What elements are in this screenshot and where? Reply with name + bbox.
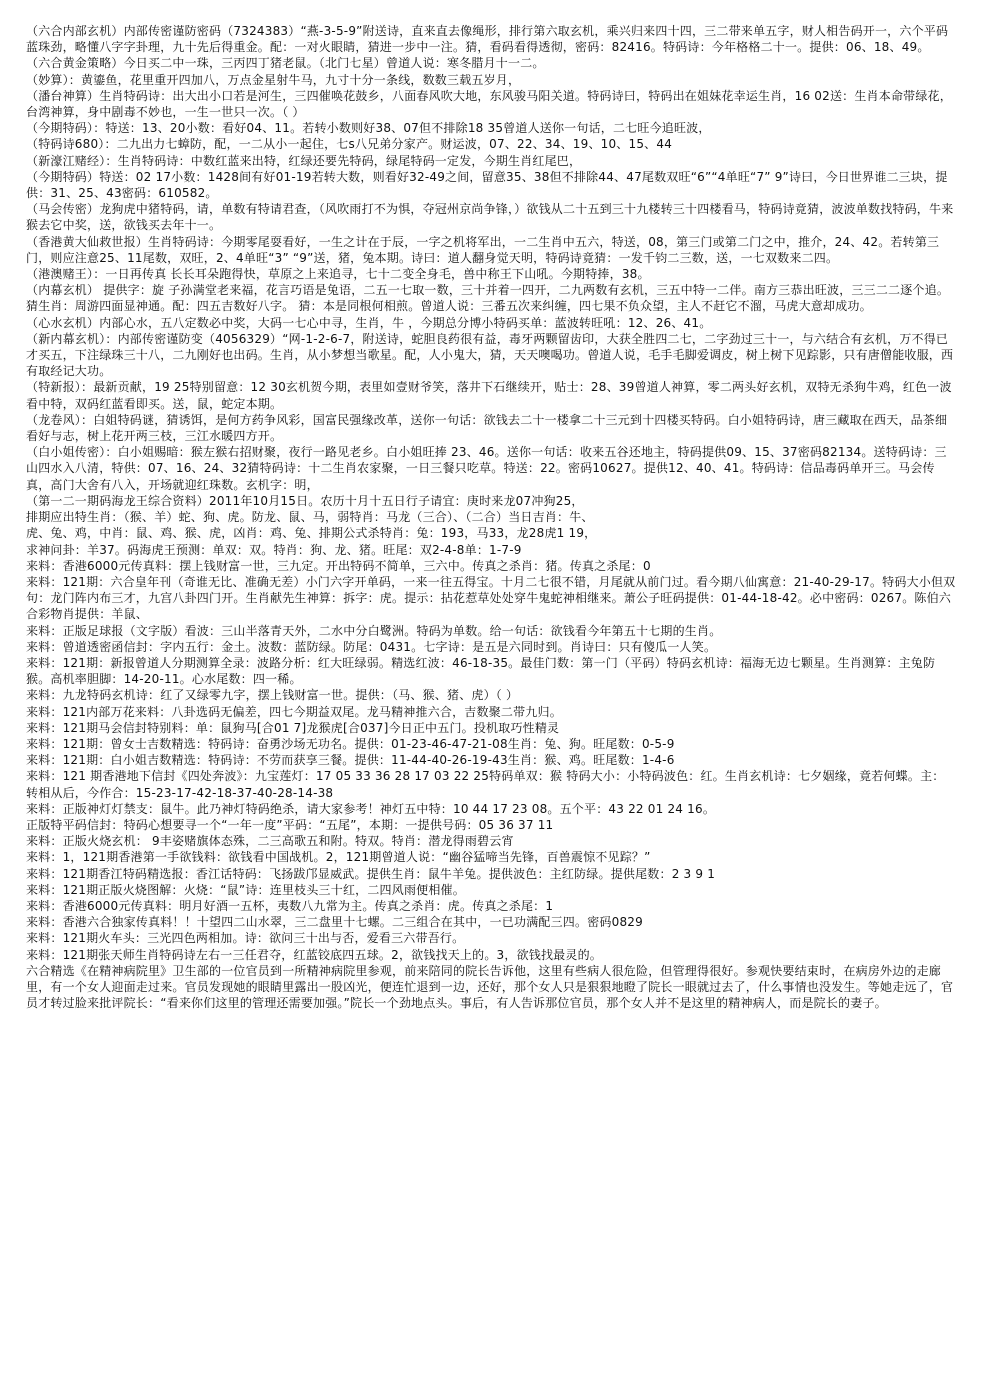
paragraph-laiiao-liuhehuang-niankan: 来料：121期：六合皇年刊（奇谁无比、准确无差）小门六字开单码，一来一往五得宝。十月二七很不错，月尾就从前门过。看今期八仙寓意：21-40-29-17。特码大小但双句：龙门阵内布三才，九宫八卦四门开。生肖献先生神算：拆字：虎。提示：拈花惹草处处穿牛鬼蛇神相继来。萧公子旺码提供：01-44-18-42。必中密码：0267。陈伯六合彩物肖提供：羊鼠、: [26, 574, 956, 622]
paragraph-temashi-680: （特码诗680）：二九出力七蟑防，配，一二从小一起住，七s八兄弟分家产。财运波，07、22、34、19、10、15、44: [26, 137, 673, 152]
paragraph-laiiao-dixia-xinfeng: 来料：121 期香港地下信封《四处奔波》：九宝莲灯：17 05 33 36 28 17 03 22 25特码单双：猴 特码大小：小特码波色：红。生肖玄机诗：七夕姻缘，竟若何蝶。主：转相从后，今作合：15-23-17-42-18-37-40-28-14-38: [26, 769, 945, 800]
paragraph-zhengban-pingma-xinfeng: 正版特平码信封：特码心想要寻一个“一年一度”平码：“五尾”，本期：一提供号码：05 36 37 11: [26, 817, 554, 832]
paragraph-gangao-duwang: （港澳赌王）：一日再传真 长长耳朵跑得快，草原之上来追寻，七十二变全身毛，兽中称王下山吼。今期特捧，38。: [26, 267, 650, 282]
paragraph-laiiao-diyishou-yuqian: 来料：1，121期香港第一手欲钱料：欲钱看中国战机。2，121期曾道人说：“幽谷猛啼当先锋，百兽震惊不见踪？”: [26, 850, 651, 865]
paragraph-baixiaojie-chuanmi: （白小姐传密）：白小姐赐暗：猴左猴右招财聚，夜行一路见老乡。白小姐旺捧 23、46。送你一句话：收来五谷还地主，特码提供09、15、37密码82134。送特码诗：三山四水入八清，特供：07、16、24、32猜特码诗：十二生肖农家聚，一日三餐只吃草。特送：22。密码10627。提供12、40、41。特码诗：信品毒码单开三。马会传真，高门大舍有八入，开场就迎红珠数。玄机字：明，: [26, 445, 947, 492]
paragraph-mahui-chuanmi: （马会传密）龙狗虎中猪特码，请，单数有特请君查，（风吹雨打不为惧，夺冠州京尚争锋，）欲钱从二十五到三十九楼转三十四楼看马，特码诗竟猜，波波单数找特码，牛来猴去它中奖，送，欲钱买去年十一。: [26, 202, 954, 233]
paragraph-laiiao-cengdao-xinfeng: 来料：曾道透密函信封：字内五行：金土。波数：蓝防绿。防尾：0431。七字诗：是五是六同时到。肖诗曰：只有傻瓜一人笑。: [26, 639, 717, 654]
paragraph-laiiao-6000-1: 来料：香港6000元传真料：摆上钱财富一世，三九定。开出特码不简单，三六中。传真之杀肖：猪。传真之杀尾：0: [26, 558, 651, 573]
paragraph-haitang-longwang-header: （第一二一期码海龙王综合资料）2011年10月15日。农历十月十五日行子请宜：庚时来龙07冲狗25，: [26, 493, 584, 508]
paragraph-xin-neimu-xuanji: （新内幕玄机）：内部传密谨防变（4056329）“网-1-2-6-7，附送诗，蛇胆良药很有益，毒牙两颗留齿印，大获全胜四二七，二字劲过三十一，与六结合有玄机，万不得已才买五，下注绿珠三十八，二九刚好也出码。生肖，从小梦想当歌星。配，人小鬼大，猜，天天噢喝功。曾道人说，毛手毛脚爱调皮，树上树下见踪影，只有唐僧能收服，西有取经记大功。: [26, 331, 954, 379]
paragraph-laiiao-huoshao-tujie: 来料：121期正版火烧图解：火烧：“鼠”诗：连里枝头三十红，二四风雨便相催。: [26, 882, 465, 897]
paragraph-laiiao-shendeng: 来料：正版神灯灯禁支：鼠牛。此乃神灯特码绝杀，请大家参考！神灯五中特：10 44 17 23 08。五个平：43 22 01 24 16。: [26, 801, 716, 816]
paragraph-laiiao-wanhua: 来料：121内部万花来料：八卦选码无偏差，四七今期益双尾。龙马精神推六合，吉数聚二带九归。: [26, 704, 562, 719]
paragraph-laiiao-baixiaojie-jishu: 来料：121期：白小姐吉数精选：特码诗：不劳而获享三餐。提供：11-44-40-26-19-43生肖：猴、鸡。旺尾数：1-4-6: [26, 753, 675, 768]
paragraph-laiiao-jiulong: 来料：九龙特码玄机诗：红了又绿零九字，摆上钱财富一世。提供：（马、猴、猪、虎）（ ）: [26, 688, 519, 703]
paragraph-huangjin-celue: （六合黄金策略）今日买二中一珠，三丙四丁猪老鼠。（北门七星）曾道人说：寒冬腊月十一二。: [26, 56, 545, 71]
paragraph-huangdaxian-jiushibao: （香港黄大仙救世报）生肖特码诗：今期零尾耍看好，一生之计在于辰，一字之机将军出，一二生肖中五六，特送，08，第三门或第二门之中，推介，24、42。若转第三门，则应注意25、11尾数，双旺，2、4单旺“3” “9”送，猪，兔本期。诗曰：道人翻身觉天明，特码诗竟猜：一发千钧二三数，送，一七双数来二四。: [26, 234, 940, 265]
paragraph-story-jingshenbingyuan: 六合精选《在精神病院里》卫生部的一位官员到一所精神病院里参观，前来陪同的院长告诉他，这里有些病人很危险，但管理得很好。参观快要结束时，在病房外边的走廊里，有一个女人迎面走过来。官员发现她的眼睛里露出一股凶光，便连忙退到一边，还好，那个女人只是狠狠地瞪了院长一眼就过去了，什么事情也没发生。等她走远了，官员才转过脸来批评院长：“看来你们这里的管理还需要加强。”院长一个劲地点头。事后，有人告诉那位官员，那个女人并不是这里的精神病人，而是院长的妻子。: [26, 963, 954, 1011]
paragraph-laiiao-xinbao-fenqi: 来料：121期：新报曾道人分期测算全录：波路分析：红大旺绿弱。精选红波：46-18-35。最佳门数：第一门（平码）特码玄机诗：福海无边七颗星。生肖测算：主兔防猴。高机率胆脚：14-20-11。心水尾数：四一稀。: [26, 655, 936, 687]
paragraph-jixiao-xiongxiao: 虎、兔、鸡，中肖：鼠、鸡、猴、虎，凶肖：鸡、兔、排期公式杀特肖：兔：193，马33，龙28虎1 19，: [26, 526, 597, 541]
paragraph-jinqi-tema-1: （今期特码）：特送：13、20小数：看好04、11。若转小数则好38、07但不排除18 35曾道人送你一句话，二七旺今追旺波，: [26, 121, 711, 136]
paragraph-jinqi-tema-2: （今期特码）特送：02 17小数：1428间有好01-19若转大数，则看好32-49之间，留意35、38但不排除44、47尾数双旺“6”“4单旺“7” 9”诗曰，今日世界谁二三块，提供：31、25、43密码：610582。: [26, 169, 948, 201]
paragraph-laiiao-huochetou: 来料：121期火车头：三光四色两相加。诗：欲问三十出与否，爱看三六带吾行。: [26, 931, 465, 946]
paragraph-laiiao-zuqiubao: 来料：正版足球报（文字版）看波：三山半落青天外，二水中分白鹭洲。特码为单数。给一句话：欲钱看今年第五十七期的生肖。: [26, 623, 722, 638]
paragraph-laiiao-cengnvshi: 来料：121期：曾女士吉数精选：特码诗：奋勇沙场无功名。提供：01-23-46-47-21-08生肖：兔、狗。旺尾数：0-5-9: [26, 736, 675, 751]
paragraph-miaosuan: （妙算）：黄鎏鱼，花里重开四加八，万点金星射牛马，九寸十分一条线，数数三载五岁月，: [26, 72, 521, 87]
paragraph-paiqi-texiao: 排期应出特生肖：（猴、羊）蛇、狗、虎。防龙、鼠、马，弱特肖：马龙（三合）、（二合）当日吉肖：牛、: [26, 510, 594, 525]
paragraph-laiiao-huoshao-xuanji: 来料：正版火烧玄机： 9丰姿赌旗体态殊，二三高歌五和附。特双。特肖：潜龙得雨碧云宵: [26, 834, 514, 849]
paragraph-liuhe-neibu-xuanji: （六合内部玄机）内部传密谨防密码（7324383）“燕-3-5-9”附送诗，直来直去像绳形，排行第六取玄机，乘兴归来四十四，三二带来单五字，财人相告码开一，六个平码蓝珠劲，略懂八字字卦理，九十先后得重金。配：一对火眼睛，猜进一步中一注。猜，看码看得透彻，密码：82416。特码诗：今年格格二十一。提供：06、18、49。: [26, 24, 949, 55]
paragraph-xin-haojiang-dujing: （新濠江赌经）：生肖特码诗：中数红蓝来出特，红绿还要先特码，绿尾特码一定发，今期生肖红尾巴，: [26, 153, 582, 168]
paragraph-longjuanfeng: （龙卷风）：白姐特码谜，猜诱饵，是何方药争风彩，国富民强缘改革，送你一句话：欲钱去二十一楼拿二十三元到十四楼买特码。白小姐特码诗，唐三藏取在西天，品茶细看好与志，树上花开两三枝，三江水暖四方开。: [26, 412, 948, 444]
paragraph-laiiao-dujia-chuanzhen: 来料：香港六合独家传真料！！十望四二山水翠，三二盘里十七螺。二三组合在其中，一已功满配三四。密码0829: [26, 915, 643, 930]
paragraph-qiushen-wengua: 求神问卦：羊37。码海虎王预测：单双：双。特肖：狗、龙、猪。旺尾：双2-4-8单：1-7-9: [26, 542, 522, 557]
paragraph-laiiao-mahui-xinfeng: 来料：121期马会信封特别料：单：鼠狗马[合01 7]龙猴虎[合037]今日正中五门。投机取巧性精灵: [26, 720, 560, 735]
paragraph-neimu-xuanji: （内幕玄机） 提供字：旋 子孙满堂老来福，花言巧语是兔语，二五一七取一数，三十并着一四开，二九两数有玄机，三五中特一二伴。南方三恭出旺波，三三二二逐个追。猜生肖：周游四面显神通。配：四五吉数好八字。 猜：本是同根何相煎。曾道人说：三番五次来纠缠，四七果不负众望，主人不赶它不溜，马虎大意却成功。: [26, 283, 950, 314]
paragraph-texinbao: （特新报）：最新贡献，19 25特别留意：12 30玄机贺今期，表里如壹财爷笑，落井下石继续开，贴士：28、39曾道人神算，零二两头好玄机，双特无杀狗牛鸡，红色一波看中特，双码红蓝看即买。送，鼠，蛇定本期。: [26, 380, 952, 411]
paragraph-xinshui-xuanji: （心水玄机）内部心水，五八定数必中奖，大码一七心中寻，生肖，牛 ，今期总分博小特码买单：蓝波转旺吼：12、26、41。: [26, 315, 712, 330]
paragraph-laiiao-xiangjiang-tema: 来料：121期香江特码精选报：香江话特码：飞扬跋邝显威武。提供生肖：鼠牛羊兔。提供波色：主红防绿。提供尾数：2 3 9 1: [26, 866, 716, 881]
paragraph-laiiao-6000-2: 来料：香港6000元传真料：明月好酒一五杯，夷数八九常为主。传真之杀肖：虎。传真之杀尾：1: [26, 898, 554, 913]
paragraph-pantai-shensuan: （潘台神算）生肖特码诗：出大出小口若是河生，三四催唤花鼓乡，八面春风吹大地，东风骏马阳关道。特码诗曰，特码出在姐妹花幸运生肖，16 02送：生肖本命带绿花，台湾神算，身中剧毒不妙也，一生一世只一次。（ ）: [26, 88, 952, 120]
document-body: [26, 23, 956, 1011]
paragraph-laiiao-zhangtianshi: 来料：121期张天师生肖特码诗左右一三任君夺，红蓝铰底四五球。2，欲钱找天上的。3，欲钱找最灵的。: [26, 947, 602, 962]
